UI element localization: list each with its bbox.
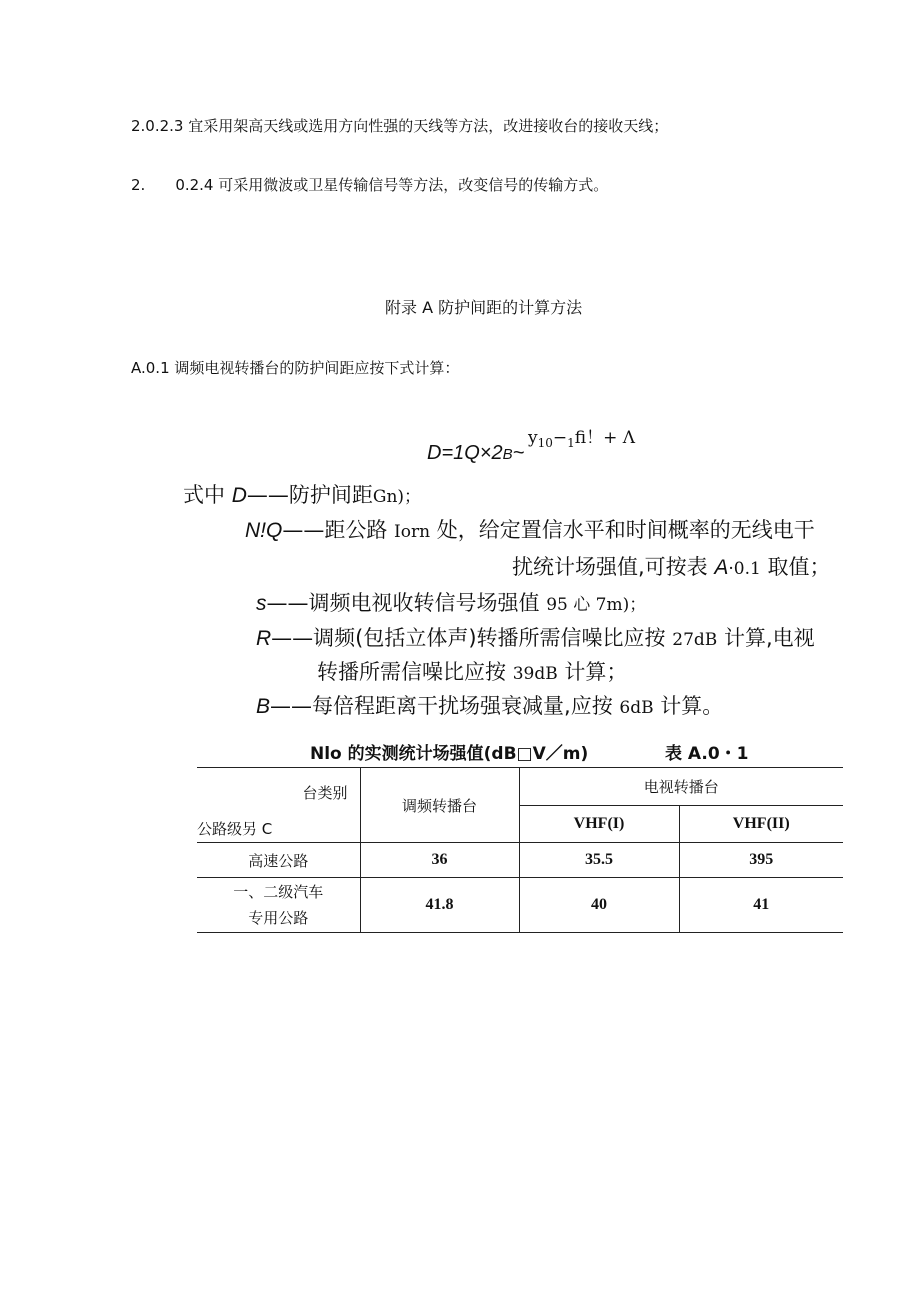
cell-vhf1: 40: [519, 878, 679, 933]
table-caption: Nlo 的实测统计场强值(dB□V／m): [310, 744, 589, 764]
formula-main: D=1Q×2B~: [427, 442, 525, 464]
table-corner-cell: [197, 768, 360, 843]
header-tv: 电视转播台: [519, 768, 843, 806]
cell-fm: 41.8: [360, 878, 519, 933]
table-number: 表 A.0・1: [665, 744, 749, 764]
clause-text: 0.2.4 可采用微波或卫星传输信号等方法，改变信号的传输方式。: [175, 176, 609, 194]
clause-2-0-2-3: 2.0.2.3 宜采用架高天线或选用方向性强的天线等方法，改进接收台的接收天线；: [131, 117, 669, 135]
header-fm: 调频转播台: [360, 768, 519, 843]
definition-nq-continued: 扰统计场强值,可按表 A·0.1 取值；: [512, 555, 831, 579]
corner-header-road-class: 公路级另 C: [197, 820, 273, 838]
cell-vhf2: 395: [679, 843, 843, 878]
field-strength-table: [197, 767, 843, 933]
definition-r-continued: 转播所需信噪比应按 39dB 计算；: [317, 660, 628, 684]
definition-nq: N!Q——距公路 Iorn 处，给定置信水平和时间概率的无线电干: [245, 518, 815, 542]
row-label: 一、二级汽车 专用公路: [197, 878, 360, 933]
row-label: 高速公路: [197, 843, 360, 878]
corner-header-station-type: 台类别: [302, 784, 348, 802]
appendix-title: 附录 A 防护间距的计算方法: [385, 298, 583, 317]
clause-a-0-1: A.0.1 调频电视转播台的防护间距应按下式计算：: [131, 359, 460, 377]
definition-b: B——每倍程距离干扰场强衰减量,应按 6dB 计算。: [256, 694, 724, 718]
header-vhf2: VHF(II): [679, 805, 843, 843]
cell-vhf1: 35.5: [519, 843, 679, 878]
cell-fm: 36: [360, 843, 519, 878]
clause-number: 2.: [131, 176, 146, 194]
table-row: [197, 843, 843, 878]
definition-d: 式中 D——防护间距Gn)；: [183, 483, 422, 507]
definition-s: s——调频电视收转信号场强值 95 心 7m)；: [256, 591, 647, 615]
header-vhf1: VHF(I): [519, 805, 679, 843]
clause-2-0-2-4: [131, 174, 608, 195]
definition-r: R——调频(包括立体声)转播所需信噪比应按 27dB 计算,电视: [256, 626, 815, 650]
cell-vhf2: 41: [679, 878, 843, 933]
formula-exponent: $y_{10}-_1fi$！+ Λ: [528, 428, 636, 450]
table-row: [197, 878, 843, 933]
